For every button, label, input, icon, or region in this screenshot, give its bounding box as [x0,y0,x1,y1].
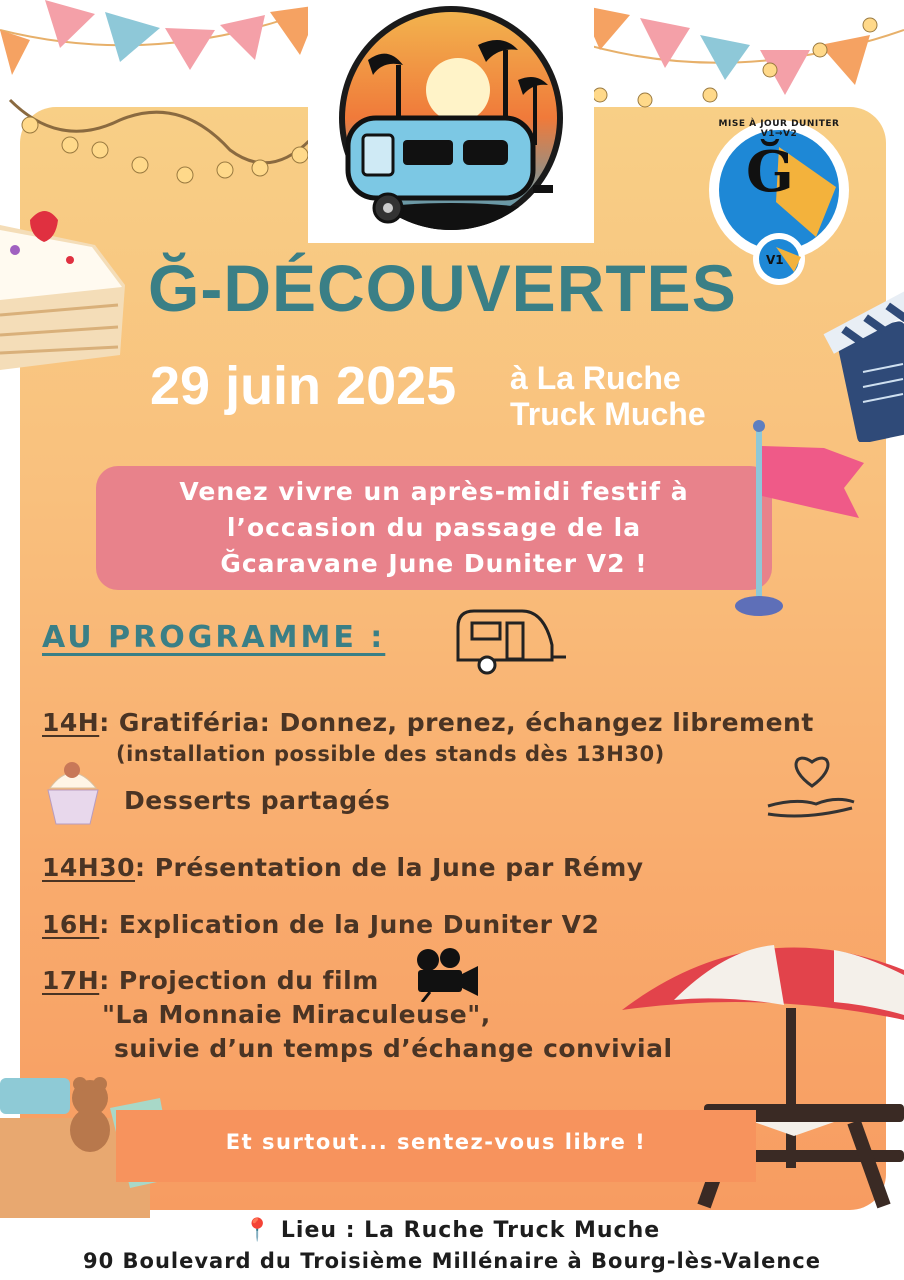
program-text-1: : Gratiféria: Donnez, prenez, échangez librement [99,708,814,737]
program-note-1: (installation possible des stands dès 13H30) [116,742,665,766]
heart-hand-icon [766,748,858,824]
program-heading: AU PROGRAMME : [42,620,386,655]
logo-frame [308,0,594,243]
closing-text: Et surtout... sentez-vous libre ! [225,1130,647,1154]
program-item-2 [42,853,644,882]
event-venue [510,360,706,432]
cake-icon [0,205,130,375]
cupcake-icon [42,758,104,828]
string-lights-icon [0,0,330,200]
event-date: 29 juin 2025 [150,356,457,416]
film-camera-icon [412,946,480,1002]
program-text-4: : Projection du film [99,966,379,995]
program-text-2: : Présentation de la June par Rémy [135,853,644,882]
invitation-text [110,474,758,582]
program-note-4a: "La Monnaie Miraculeuse", [102,1000,491,1029]
program-text-3: : Explication de la June Duniter V2 [99,910,600,939]
program-time-1: 14H [42,708,100,737]
badge-glyph: Ğ [746,139,794,205]
footer-address: 90 Boulevard du Troisième Millénaire à Bourg-lès-Valence [82,1249,821,1273]
badge-mini: V1 [766,253,784,267]
footer-lieu: Lieu : La Ruche Truck Muche [280,1218,661,1243]
flag-icon [734,418,874,618]
footer-location [0,1218,904,1243]
invitation-line-3: Ğcaravane June Duniter V2 ! [220,549,648,578]
invitation-line-2: l’occasion du passage de la [226,513,642,542]
program-time-4: 17H [42,966,100,995]
clapperboard-icon [818,262,904,442]
program-extra-1: Desserts partagés [124,786,391,815]
pin-icon: 📍 [243,1218,273,1243]
badge-text: MISE À JOUR DUNITER V1→V2 [718,119,840,139]
program-time-2: 14H30 [42,853,136,882]
caravan-logo-icon [308,0,594,243]
program-item-3 [42,910,599,939]
venue-line-2: Truck Muche [510,396,706,432]
invitation-line-1: Venez vivre un après-midi festif à [179,477,689,506]
event-title: Ğ-DÉCOUVERTES [148,251,737,325]
program-time-3: 16H [42,910,100,939]
program-item-4 [42,966,379,995]
caravan-outline-icon [452,605,568,677]
bunting-right-icon [570,0,904,120]
venue-line-1: à La Ruche [510,360,681,396]
program-note-4b: suivie d’un temps d’échange convivial [114,1034,673,1063]
program-item-1 [42,708,814,737]
